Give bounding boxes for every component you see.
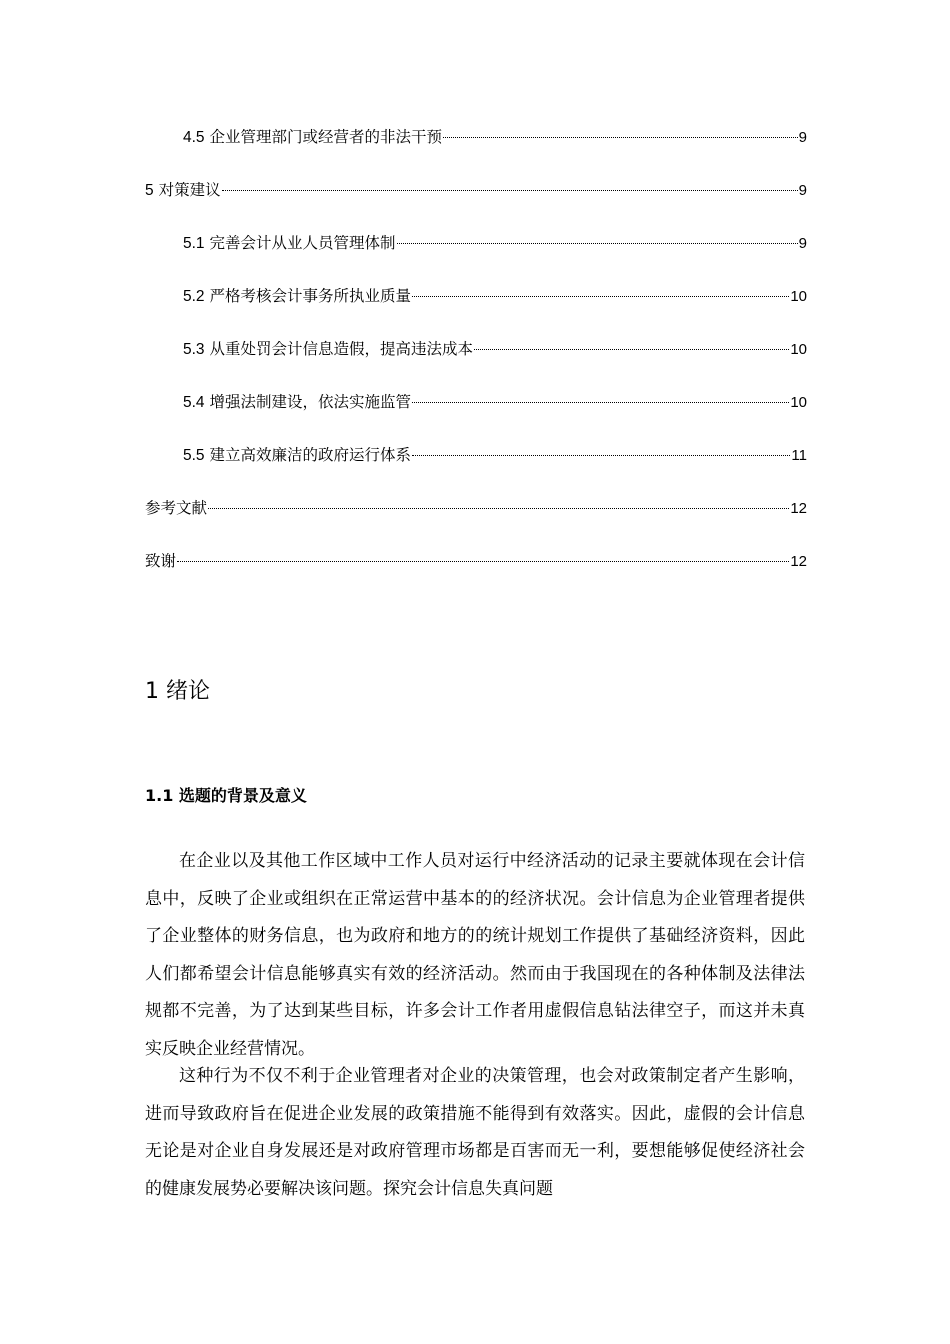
toc-number: 4.5 xyxy=(183,129,205,146)
toc-page-number: 12 xyxy=(790,500,807,517)
toc-leader xyxy=(397,243,798,244)
toc-entry[interactable] xyxy=(145,228,807,281)
toc-entry[interactable] xyxy=(145,281,807,334)
toc-title: 严格考核会计事务所执业质量 xyxy=(209,287,412,305)
chapter-heading: 1 绪论 xyxy=(145,679,210,704)
toc-title: 致谢 xyxy=(145,552,177,570)
toc-title: 对策建议 xyxy=(158,181,221,199)
toc-leader xyxy=(208,508,789,509)
toc-title: 从重处罚会计信息造假，提高违法成本 xyxy=(209,340,474,358)
toc-number: 5.4 xyxy=(183,394,205,411)
toc-title: 建立高效廉洁的政府运行体系 xyxy=(209,446,412,464)
toc-page-number: 9 xyxy=(798,182,807,199)
toc-title: 增强法制建设，依法实施监管 xyxy=(209,393,412,411)
toc-leader xyxy=(222,190,798,191)
toc-number: 5.3 xyxy=(183,341,205,358)
toc-page-number: 10 xyxy=(790,288,807,305)
toc-title: 完善会计从业人员管理体制 xyxy=(209,234,396,252)
toc-leader xyxy=(412,402,789,403)
toc-leader xyxy=(177,561,789,562)
toc-leader xyxy=(412,296,789,297)
toc-leader xyxy=(412,455,790,456)
toc-number: 5.1 xyxy=(183,235,205,252)
toc-entry[interactable] xyxy=(145,175,807,228)
table-of-contents xyxy=(145,122,807,599)
toc-entry[interactable] xyxy=(145,122,807,175)
body-paragraph: 这种行为不仅不利于企业管理者对企业的决策管理，也会对政策制定者产生影响，进而导致政府旨在促进企业发展的政策措施不能得到有效落实。因此，虚假的会计信息无论是对企业自身发展还是对政府管理市场都是百害而无一利，要想能够促使经济社会的健康发展势必要解决该问题。探究会计信息失真问题 xyxy=(145,1066,805,1199)
body-paragraph: 在企业以及其他工作区域中工作人员对运行中经济活动的记录主要就体现在会计信息中，反映了企业或组织在正常运营中基本的的经济状况。会计信息为企业管理者提供了企业整体的财务信息，也为政府和地方的的统计规划工作提供了基础经济资料，因此人们都希望会计信息能够真实有效的经济活动。然而由于我国现在的各种体制及法律法规都不完善，为了达到某些目标，许多会计工作者用虚假信息钻法律空子，而这并未真实反映企业经营情况。 xyxy=(145,851,805,1059)
toc-title: 参考文献 xyxy=(145,499,208,517)
toc-page-number: 11 xyxy=(791,447,807,464)
toc-page-number: 9 xyxy=(798,129,807,146)
toc-leader xyxy=(474,349,789,350)
toc-entry[interactable] xyxy=(145,546,807,599)
toc-page-number: 10 xyxy=(790,394,807,411)
section-heading: 1.1 选题的背景及意义 xyxy=(145,786,307,805)
toc-entry[interactable] xyxy=(145,440,807,493)
toc-page-number: 12 xyxy=(790,553,807,570)
toc-entry[interactable] xyxy=(145,493,807,546)
toc-page-number: 10 xyxy=(790,341,807,358)
toc-number: 5.2 xyxy=(183,288,205,305)
toc-entry[interactable] xyxy=(145,334,807,387)
toc-leader xyxy=(443,137,798,138)
toc-number: 5 xyxy=(145,182,154,199)
toc-number: 5.5 xyxy=(183,447,205,464)
toc-entry[interactable] xyxy=(145,387,807,440)
toc-page-number: 9 xyxy=(798,235,807,252)
toc-title: 企业管理部门或经营者的非法干预 xyxy=(209,128,443,146)
